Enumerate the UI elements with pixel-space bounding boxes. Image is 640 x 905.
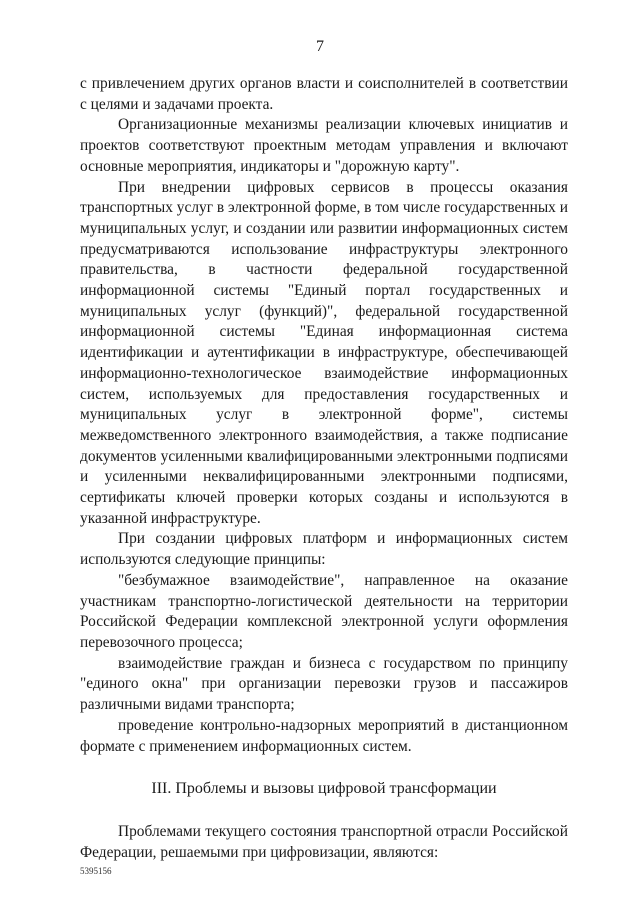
paragraph-principles-intro: При создании цифровых платформ и информационных систем используются следующие принципы: (80, 530, 568, 569)
document-body (80, 74, 568, 863)
paragraph-digital-services: При внедрении цифровых сервисов в процессы оказания транспортных услуг в электронной форме, в том числе государственных и муниципальных услуг, и создании или развитии информационных систем предусматриваются использование инфраструктуры электронного правительства, в частности федеральной государственной информационной системы "Единый портал государственных и муниципальных услуг (функций)", федеральной государственной информационной системы "Единая информационная система идентификации и аутентификации в инфраструктуре, обеспечивающей информационно-технологическое взаимодействие информационных систем, используемых для предоставления государственных и муниципальных услуг в электронной форме", системы межведомственного электронного взаимодействия, а также подписание документов усиленными квалифицированными электронными подписями и усиленными неквалифицированными электронными подписями, сертификаты ключей проверки которых созданы и используются в указанной инфраструктуре. (80, 178, 568, 527)
principle-remote-control: проведение контрольно-надзорных мероприятий в дистанционном формате с применением информационных систем. (80, 716, 568, 755)
paragraph-problems-intro: Проблемами текущего состояния транспортной отрасли Российской Федерации, решаемыми при цифровизации, являются: (80, 822, 568, 861)
document-code: 5395156 (80, 866, 112, 876)
principle-paperless: "безбумажное взаимодействие", направленное на оказание участникам транспортно-логистической деятельности на территории Российской Федерации комплексной электронной услуги оформления перевозочного процесса; (80, 571, 568, 651)
paragraph-continuation: с привлечением других органов власти и соисполнителей в соответствии с целями и задачами проекта. (80, 75, 568, 113)
page-number: 7 (316, 38, 324, 55)
section-heading: III. Проблемы и вызовы цифровой трансформации (151, 780, 497, 798)
principle-single-window: взаимодействие граждан и бизнеса с государством по принципу "единого окна" при организации перевозки грузов и пассажиров различными видами транспорта; (80, 654, 568, 714)
paragraph-organizational-mechanisms: Организационные механизмы реализации ключевых инициатив и проектов соответствуют проектным методам управления и включают основные мероприятия, индикаторы и "дорожную карту". (80, 116, 568, 175)
